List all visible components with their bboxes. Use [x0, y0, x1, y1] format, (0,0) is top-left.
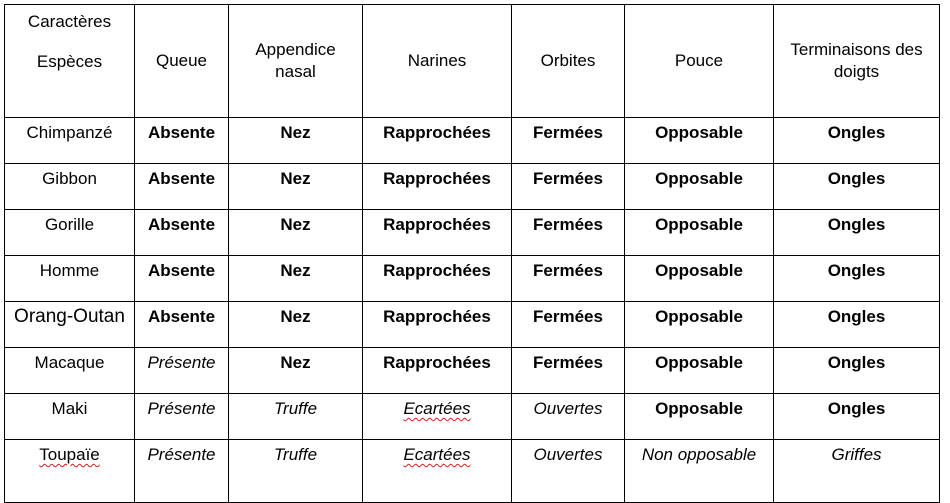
finger-tips-cell: Ongles: [774, 394, 940, 440]
table-row: [5, 164, 940, 210]
species-cell: Gorille: [5, 210, 135, 256]
finger-tips-cell: Ongles: [774, 118, 940, 164]
spellcheck-marked-text: Toupaïe: [39, 445, 100, 464]
finger-tips-cell: Ongles: [774, 302, 940, 348]
corner-header-cell: [5, 5, 135, 118]
nostrils-cell: [363, 394, 512, 440]
header-nostrils: Narines: [363, 5, 512, 118]
tail-cell: Présente: [135, 440, 229, 503]
finger-tips-cell: Ongles: [774, 256, 940, 302]
header-orbits: Orbites: [512, 5, 625, 118]
table-row: [5, 210, 940, 256]
finger-tips-cell: Griffes: [774, 440, 940, 503]
species-cell: Gibbon: [5, 164, 135, 210]
nostrils-cell: Rapprochées: [363, 302, 512, 348]
orbits-cell: Fermées: [512, 348, 625, 394]
orbits-cell: Fermées: [512, 302, 625, 348]
tail-cell: Présente: [135, 394, 229, 440]
nasal-cell: Nez: [229, 256, 363, 302]
nasal-cell: Nez: [229, 118, 363, 164]
thumb-cell: Opposable: [625, 256, 774, 302]
nasal-cell: Nez: [229, 210, 363, 256]
species-cell: Maki: [5, 394, 135, 440]
header-thumb: Pouce: [625, 5, 774, 118]
thumb-cell: Opposable: [625, 348, 774, 394]
nostrils-cell: Rapprochées: [363, 210, 512, 256]
finger-tips-cell: Ongles: [774, 348, 940, 394]
table-row: [5, 256, 940, 302]
thumb-cell: Non opposable: [625, 440, 774, 503]
orbits-cell: Fermées: [512, 256, 625, 302]
orbits-cell: Ouvertes: [512, 440, 625, 503]
table-row: [5, 348, 940, 394]
thumb-cell: Opposable: [625, 118, 774, 164]
table-row: [5, 440, 940, 503]
tail-cell: Présente: [135, 348, 229, 394]
species-cell: [5, 440, 135, 503]
spellcheck-marked-text: Ecartées: [403, 445, 471, 464]
nasal-cell: Truffe: [229, 394, 363, 440]
orbits-cell: Fermées: [512, 210, 625, 256]
tail-cell: Absente: [135, 256, 229, 302]
thumb-cell: Opposable: [625, 394, 774, 440]
table-row: [5, 118, 940, 164]
characters-label: Caractères: [27, 12, 112, 31]
header-row: [5, 5, 940, 118]
species-label: Espèces: [36, 52, 103, 71]
species-cell: Chimpanzé: [5, 118, 135, 164]
nostrils-cell: Rapprochées: [363, 256, 512, 302]
species-cell: Orang-Outan: [5, 302, 135, 348]
orbits-cell: Fermées: [512, 118, 625, 164]
finger-tips-cell: Ongles: [774, 164, 940, 210]
tail-cell: Absente: [135, 118, 229, 164]
thumb-cell: Opposable: [625, 210, 774, 256]
tail-cell: Absente: [135, 210, 229, 256]
species-cell: Macaque: [5, 348, 135, 394]
table-row: [5, 394, 940, 440]
nostrils-cell: [363, 440, 512, 503]
header-finger-tips: Terminaisons des doigts: [774, 5, 940, 118]
nostrils-cell: Rapprochées: [363, 348, 512, 394]
tail-cell: Absente: [135, 302, 229, 348]
nasal-cell: Truffe: [229, 440, 363, 503]
header-nasal-appendix: Appendice nasal: [229, 5, 363, 118]
orbits-cell: Ouvertes: [512, 394, 625, 440]
finger-tips-cell: Ongles: [774, 210, 940, 256]
nostrils-cell: Rapprochées: [363, 118, 512, 164]
thumb-cell: Opposable: [625, 302, 774, 348]
nasal-cell: Nez: [229, 348, 363, 394]
nasal-cell: Nez: [229, 302, 363, 348]
primate-characters-table: [4, 4, 940, 503]
thumb-cell: Opposable: [625, 164, 774, 210]
header-tail: Queue: [135, 5, 229, 118]
nasal-cell: Nez: [229, 164, 363, 210]
orbits-cell: Fermées: [512, 164, 625, 210]
spellcheck-marked-text: Ecartées: [403, 399, 471, 418]
table-row: [5, 302, 940, 348]
nostrils-cell: Rapprochées: [363, 164, 512, 210]
tail-cell: Absente: [135, 164, 229, 210]
species-cell: Homme: [5, 256, 135, 302]
